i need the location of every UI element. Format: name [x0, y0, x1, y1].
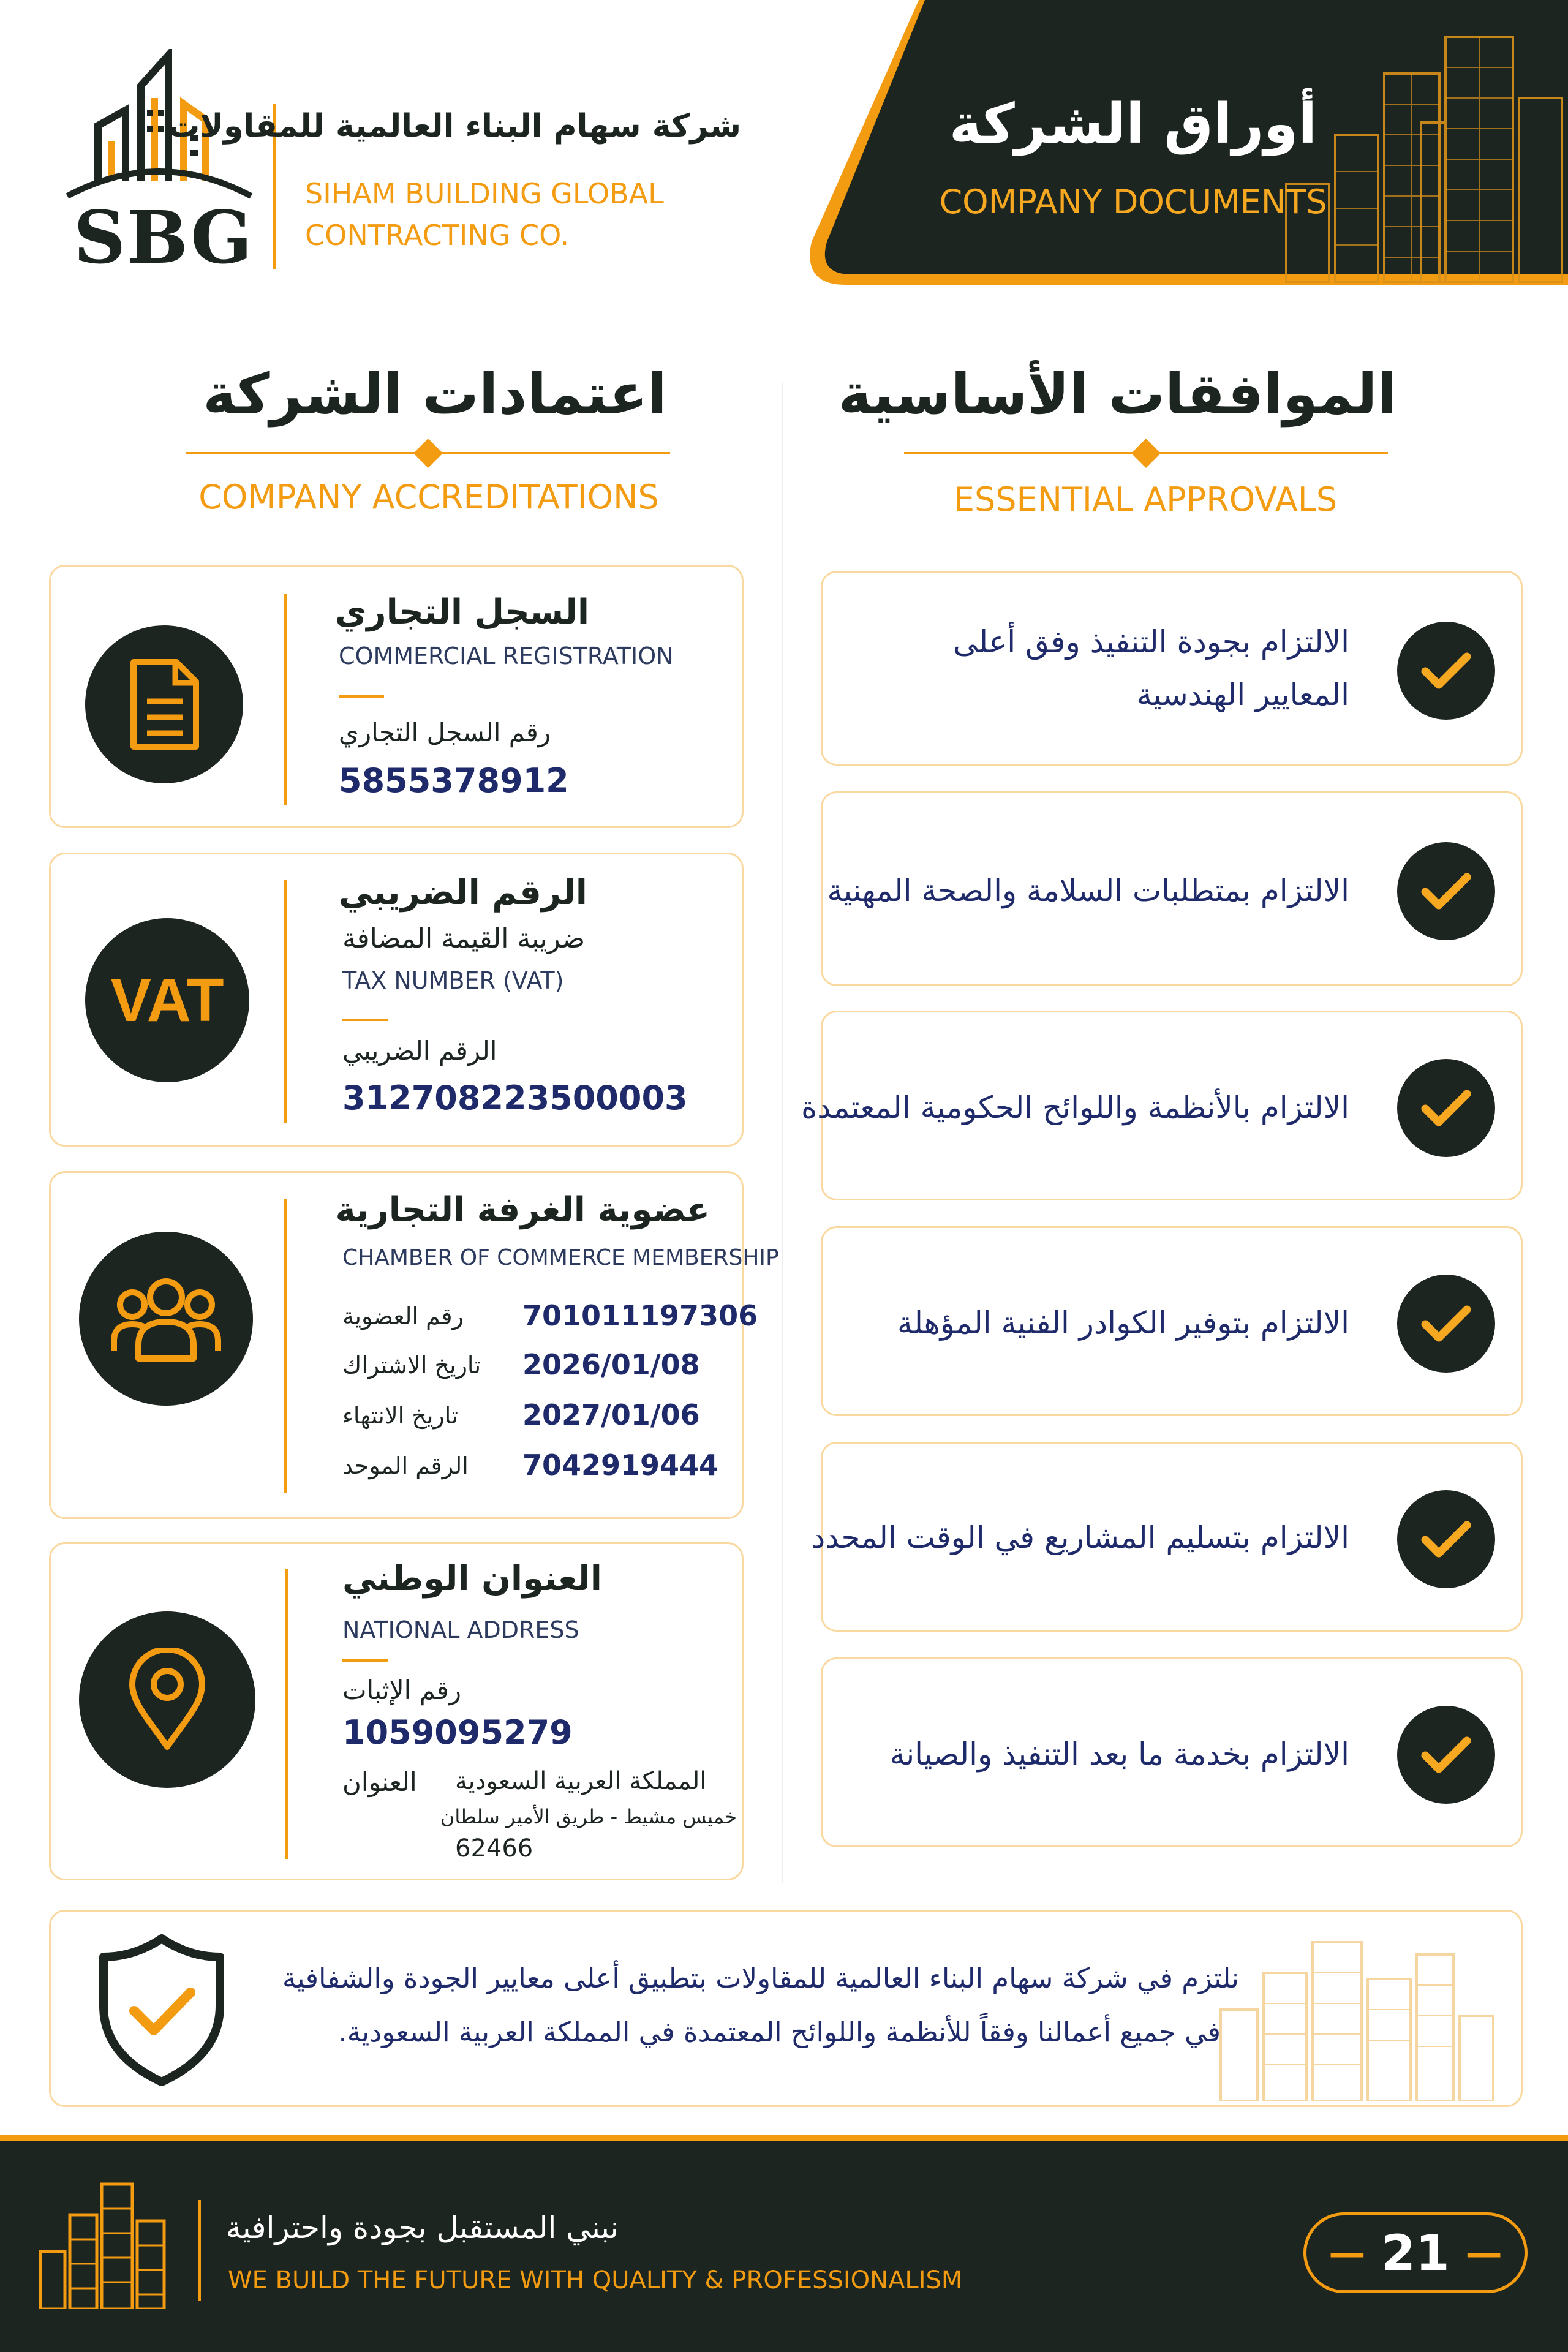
vat-number-label: الرقم الضريبي	[342, 1036, 497, 1066]
page-number: 21	[1381, 2224, 1450, 2282]
document-icon	[127, 658, 201, 750]
approval-text: الالتزام بتسليم المشاريع في الوقت المحدد	[811, 1520, 1349, 1555]
check-icon-circle	[1397, 1490, 1495, 1588]
address-line2: خميس مشيط - طريق الأمير سلطان	[440, 1805, 737, 1828]
short-divider	[342, 1659, 388, 1662]
members-icon-circle	[79, 1232, 253, 1406]
members-icon	[108, 1273, 224, 1365]
company-name-en-line1: SIHAM BUILDING GLOBAL	[305, 177, 664, 210]
commitment-box	[49, 1910, 1523, 2107]
chamber-row-value: 2027/01/06	[522, 1398, 700, 1431]
vat-card	[49, 853, 744, 1147]
address-line3: 62466	[455, 1834, 533, 1863]
vat-icon-circle	[85, 918, 249, 1082]
chamber-row-label: رقم العضوية	[342, 1303, 464, 1330]
commitment-line1: نلتزم في شركة سهام البناء العالمية للمقاولات بتطبيق أعلى معايير الجودة والشفافية	[282, 1962, 1239, 1994]
logo	[61, 49, 257, 280]
logo-letters: SBG	[74, 195, 254, 280]
approval-text: الالتزام بخدمة ما بعد التنفيذ والصيانة	[889, 1736, 1349, 1772]
accreditations-diamond-icon	[413, 439, 443, 468]
vat-icon-text: VAT	[110, 965, 224, 1035]
approval-text: الالتزام بمتطلبات السلامة والصحة المهنية	[827, 873, 1349, 908]
approvals-title-ar: الموافقات الأساسية	[838, 361, 1396, 427]
dash-icon: —	[1329, 2231, 1366, 2274]
short-divider	[342, 1019, 388, 1021]
chamber-title-ar: عضوية الغرفة التجارية	[335, 1190, 710, 1230]
skyline-decoration	[1208, 1924, 1502, 2101]
card-separator	[284, 1199, 287, 1493]
check-icon	[1420, 871, 1472, 911]
vat-title-ar: الرقم الضريبي	[339, 873, 587, 913]
approval-item	[821, 791, 1523, 986]
commercial-title-ar: السجل التجاري	[335, 592, 590, 632]
location-icon-circle	[79, 1611, 255, 1788]
address-title-ar: العنوان الوطني	[342, 1559, 602, 1599]
company-name-en-line2: CONTRACTING CO.	[305, 219, 570, 252]
address-number: 1059095279	[342, 1713, 573, 1752]
check-icon-circle	[1397, 622, 1495, 720]
check-icon-circle	[1397, 1706, 1495, 1804]
card-separator	[285, 1569, 288, 1859]
chamber-card	[49, 1171, 779, 1519]
check-icon	[1420, 1088, 1472, 1128]
address-number-label: رقم الإثبات	[342, 1675, 461, 1705]
short-divider	[339, 695, 384, 698]
footer-skyline-icon	[37, 2178, 178, 2309]
document-icon-circle	[85, 625, 243, 783]
chamber-title-en: CHAMBER OF COMMERCE MEMBERSHIP	[342, 1245, 779, 1270]
chamber-row-label: تاريخ الانتهاء	[342, 1402, 458, 1429]
footer	[0, 2141, 1568, 2352]
location-pin-icon	[127, 1648, 207, 1752]
banner-title-en: COMPANY DOCUMENTS	[939, 183, 1327, 221]
chamber-row-value: 2026/01/08	[522, 1348, 700, 1381]
approvals-title-en: ESSENTIAL APPROVALS	[953, 480, 1338, 519]
vat-title-en: TAX NUMBER (VAT)	[342, 967, 564, 994]
check-icon	[1420, 1519, 1472, 1559]
footer-separator	[198, 2200, 201, 2301]
approval-item	[821, 571, 1523, 766]
approval-item	[821, 1226, 1523, 1416]
address-title-en: NATIONAL ADDRESS	[342, 1616, 579, 1643]
approval-text: الالتزام بجودة التنفيذ وفق أعلى المعايير الهندسية	[953, 624, 1349, 712]
card-separator	[284, 880, 287, 1123]
accreditations-title-ar: اعتمادات الشركة	[203, 361, 667, 427]
chamber-row-label: الرقم الموحد	[342, 1452, 469, 1479]
check-icon	[1420, 1303, 1472, 1344]
approval-text: الالتزام بالأنظمة واللوائح الحكومية المعتمدة	[801, 1090, 1349, 1125]
accreditations-title-en: COMPANY ACCREDITATIONS	[198, 478, 659, 516]
check-icon-circle	[1397, 1275, 1495, 1373]
commitment-line2: في جميع أعمالنا وفقاً للأنظمة واللوائح المعتمدة في المملكة العربية السعودية.	[338, 2016, 1221, 2048]
footer-slogan-ar: نبني المستقبل بجودة واحترافية	[225, 2210, 619, 2245]
vat-number: 312708223500003	[342, 1079, 688, 1117]
approval-item	[811, 1442, 1523, 1632]
chamber-row-value: 701011197306	[522, 1299, 758, 1332]
approval-item	[821, 1657, 1523, 1847]
address-label: العنوان	[342, 1767, 417, 1797]
approval-item	[801, 1011, 1523, 1200]
commercial-number-label: رقم السجل التجاري	[339, 717, 551, 747]
page-number-pill	[1303, 2212, 1528, 2293]
approvals-diamond-icon	[1131, 439, 1161, 468]
check-icon	[1420, 1735, 1472, 1775]
column-divider	[782, 383, 783, 1883]
commercial-registration-card	[49, 565, 744, 828]
chamber-row-value: 7042919444	[522, 1449, 719, 1482]
dash-icon: —	[1465, 2231, 1502, 2274]
check-icon	[1420, 650, 1472, 691]
footer-slogan-en: WE BUILD THE FUTURE WITH QUALITY & PROFESSIONALISM	[228, 2266, 963, 2294]
approval-text: الالتزام بتوفير الكوادر الفنية المؤهلة	[897, 1305, 1349, 1341]
check-icon-circle	[1397, 842, 1495, 940]
company-name-ar: شركة سهام البناء العالمية للمقاولات	[168, 108, 741, 145]
national-address-card	[49, 1542, 744, 1880]
banner-title-ar: أوراق الشركة	[949, 92, 1317, 156]
check-icon-circle	[1397, 1059, 1495, 1157]
shield-check-icon	[97, 1932, 226, 2088]
footer-accent-line	[0, 2135, 1568, 2141]
card-separator	[284, 594, 287, 805]
chamber-row-label: تاريخ الاشتراك	[342, 1352, 481, 1379]
commercial-title-en: COMMERCIAL REGISTRATION	[339, 643, 674, 669]
vat-subtitle-ar: ضريبة القيمة المضافة	[342, 923, 586, 954]
address-line1: المملكة العربية السعودية	[455, 1767, 707, 1795]
commercial-number: 5855378912	[339, 761, 569, 800]
